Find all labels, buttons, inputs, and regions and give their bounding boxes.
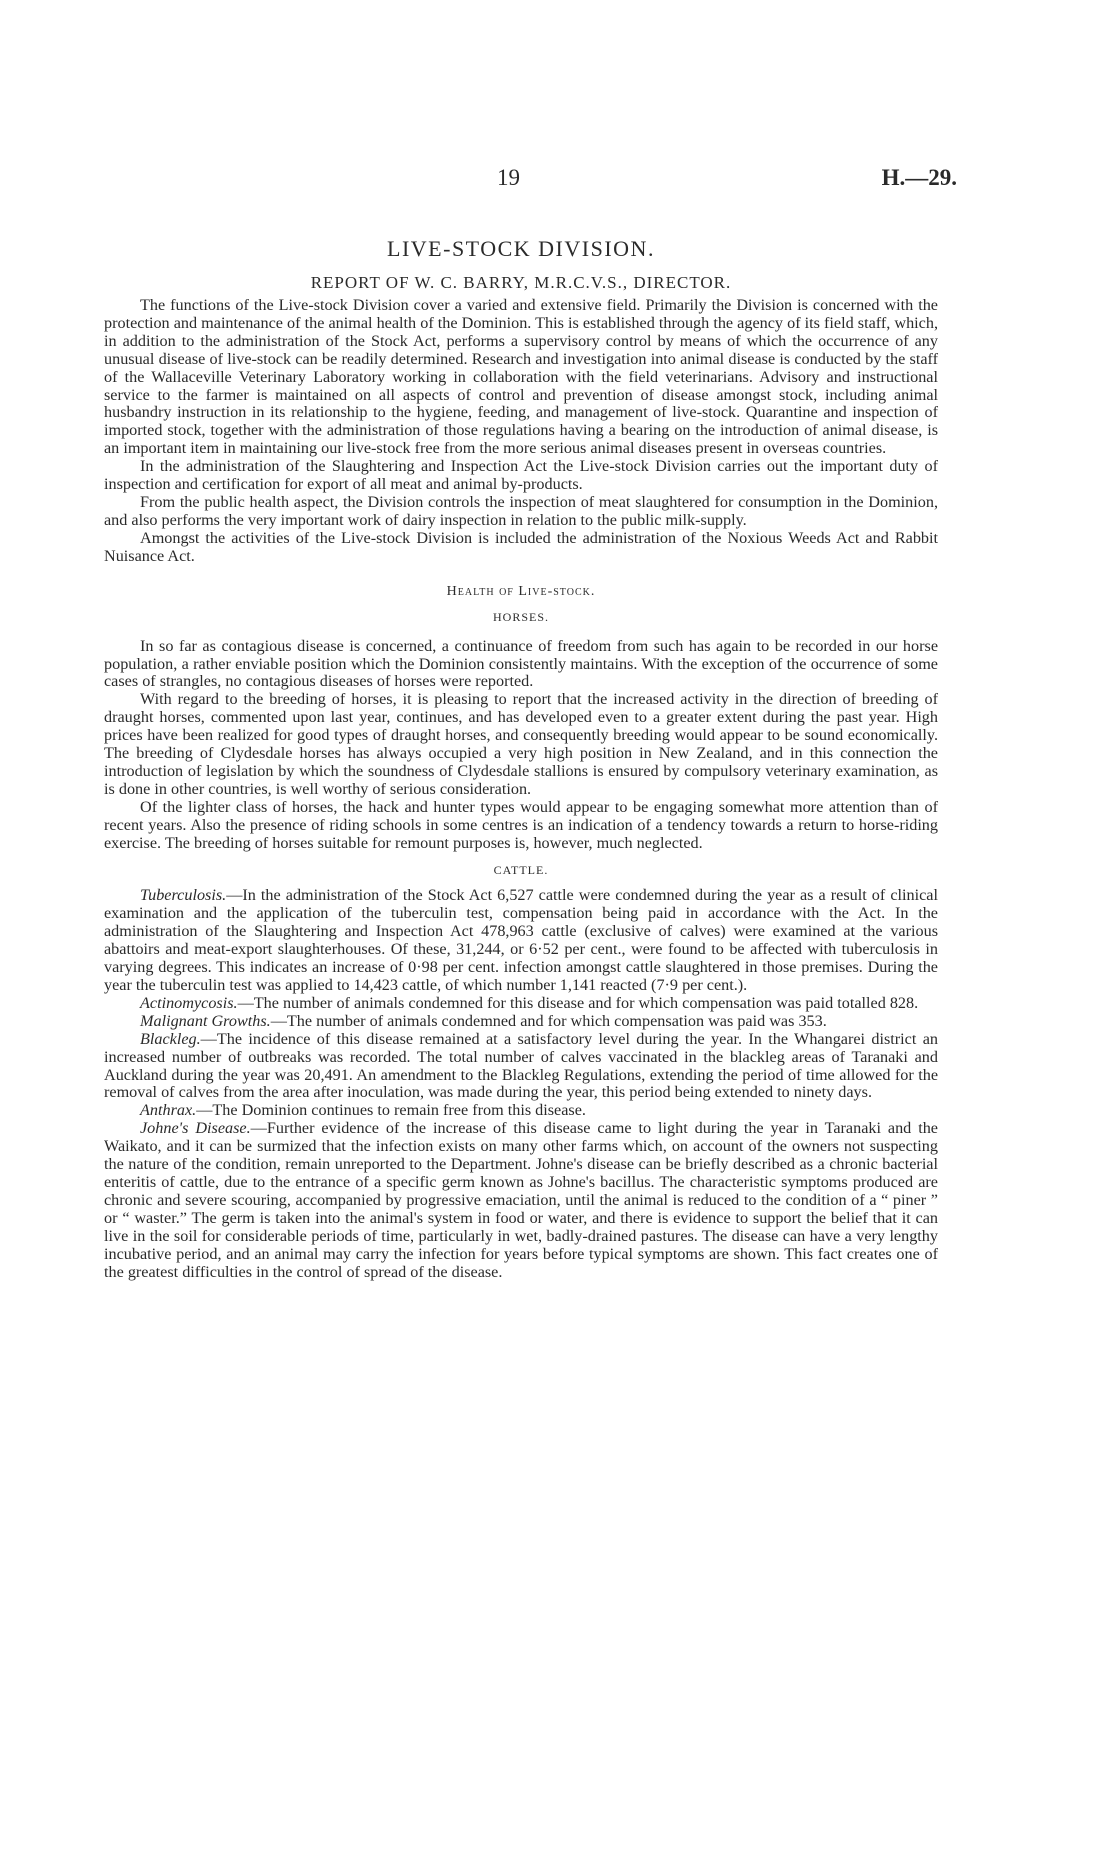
- intro-paragraph: In the administration of the Slaughtering and Inspection Act the Live-stock Division carries out the important duty of inspection and certification for export of all meat and animal by-products.: [104, 457, 938, 494]
- intro-paragraph: Amongst the activities of the Live-stock Division is included the administration of the Noxious Weeds Act and Rabbit Nuisance Act.: [104, 528, 938, 565]
- subheading-horses: HORSES.: [492, 609, 549, 624]
- report-subtitle: REPORT OF W. C. BARRY, M.R.C.V.S., DIRECTOR.: [310, 273, 732, 292]
- cattle-paragraph-anthrax: [104, 1102, 938, 1120]
- cattle-paragraph-blackleg: [104, 1031, 938, 1103]
- page-number: 19: [497, 165, 520, 190]
- intro-paragraph: The functions of the Live-stock Division cover a varied and extensive field. Primarily the Division is concerned with the protection and maintenance of the animal health of the Dominion. This is established through the agency of its field staff, which, in addition to the administration of the Stock Act, performs a supervisory control by means of which the occurrence of any unusual disease of live-stock can be readily determined. Research and investigation into animal disease is conducted by the staff of the Wallaceville Veterinary Laboratory working in collaboration with the field veterinarians. Advisory and instructional service to the farmer is maintained on all aspects of control and prevention of disease amongst stock, including animal husbandry instruction in its relationship to the hygiene, feeding, and management of live-stock. Quarantine and inspection of imported stock, together with the administration of those regulations having a bearing on the introduction of animal disease, is an important item in maintaining our live-stock free from the more serious animal diseases present in overseas countries.: [104, 296, 938, 458]
- document-reference: H.—29.: [881, 165, 957, 190]
- cattle-paragraph-johnes-disease: [104, 1120, 938, 1281]
- disease-text: —The number of animals condemned for this disease and for which compensation was paid totalled 828.: [237, 993, 919, 1012]
- disease-term: Tuberculosis.: [140, 886, 227, 905]
- disease-term: Malignant Growths.: [140, 1011, 271, 1030]
- horses-paragraph: In so far as contagious disease is concerned, a continuance of freedom from such has again to be recorded in our horse population, a rather enviable position which the Dominion consistently maintains. With the exception of the occurrence of some cases of strangles, no contagious diseases of horses were reported.: [104, 636, 938, 691]
- page-header: [0, 165, 1114, 199]
- disease-text: —The number of animals condemned and for which compensation was paid was 353.: [270, 1011, 827, 1030]
- report-body: [104, 236, 938, 1281]
- disease-term: Anthrax.: [140, 1101, 197, 1120]
- subheading-cattle: CATTLE.: [493, 863, 549, 878]
- disease-term: Actinomycosis.: [140, 993, 238, 1012]
- cattle-paragraph-tuberculosis: [104, 887, 938, 994]
- intro-paragraph: From the public health aspect, the Division controls the inspection of meat slaughtered for consumption in the Dominion, and also performs the very important work of dairy inspection in relation to the public milk-supply.: [104, 492, 938, 529]
- disease-text: —In the administration of the Stock Act 6,527 cattle were condemned during the year as a result of clinical examination and the application of the tuberculin test, compensation being paid in accordance with the Act. In the administration of the Slaughtering and Inspection Act 478,963 cattle (exclusive of calves) were examined at the various abattoirs and meat-export slaughterhouses. Of these, 31,244, or 6·52 per cent., were found to be affected with tuberculosis in varying degrees. This indicates an increase of 0·98 per cent. infection amongst cattle slaughtered in those premises. During the year the tuberculin test was applied to 14,423 cattle, of which number 1,141 reacted (7·9 per cent.).: [104, 886, 938, 994]
- disease-term: Johne's Disease.: [140, 1119, 251, 1138]
- disease-text: —Further evidence of the increase of this disease came to light during the year in Taranaki and the Waikato, and it can be surmized that the infection exists on many other farms which, on account of the owners not suspecting the nature of the condition, remain unreported to the Department. Johne's disease can be briefly described as a chronic bacterial enteritis of cattle, due to the entrance of a specific germ known as Johne's bacillus. The characteristic symptoms produced are chronic and severe scouring, accompanied by progressive emaciation, until the animal is reduced to the condition of a “ piner ” or “ waster.” The germ is taken into the animal's system in food or water, and there is evidence to support the belief that it can live in the soil for considerable periods of time, particularly in wet, badly-drained pastures. The disease can have a very lengthy incubative period, and an animal may carry the infection for years before typical symptoms are shown. This fact creates one of the greatest difficulties in the control of spread of the disease.: [104, 1119, 938, 1281]
- horses-paragraph: With regard to the breeding of horses, it is pleasing to report that the increased activity in the direction of breeding of draught horses, commented upon last year, continues, and has developed even to a greater extent during the past year. High prices have been realized for good types of draught horses, and consequently breeding would appear to be sound economically. The breeding of Clydesdale horses has always occupied a very high position in New Zealand, and in this connection the introduction of legislation by which the soundness of Clydesdale stallions is ensured by compulsory veterinary examination, as is done in other countries, is well worthy of serious consideration.: [104, 690, 938, 798]
- disease-term: Blackleg.: [140, 1029, 201, 1048]
- division-title: LIVE-STOCK DIVISION.: [387, 236, 655, 261]
- disease-text: —The incidence of this disease remained at a satisfactory level during the year. In the Whangarei district an increased number of outbreaks was recorded. The total number of calves vaccinated in the blackleg areas of Taranaki and Auckland during the year was 20,491. An amendment to the Blackleg Regulations, extending the period of time allowed for the removal of calves from the area after inoculation, was made during the year, this period being extended to ninety days.: [104, 1029, 938, 1102]
- disease-text: —The Dominion continues to remain free from this disease.: [196, 1101, 586, 1120]
- cattle-paragraph-malignant-growths: [104, 1013, 938, 1031]
- horses-paragraph: Of the lighter class of horses, the hack and hunter types would appear to be engaging somewhat more attention than of recent years. Also the presence of riding schools in some centres is an indication of a tendency towards a return to horse-riding exercise. The breeding of horses suitable for remount purposes is, however, much neglected.: [104, 797, 938, 852]
- cattle-paragraph-actinomycosis: [104, 995, 938, 1013]
- section-heading-health-of-live-stock: Health of Live-stock.: [446, 583, 596, 599]
